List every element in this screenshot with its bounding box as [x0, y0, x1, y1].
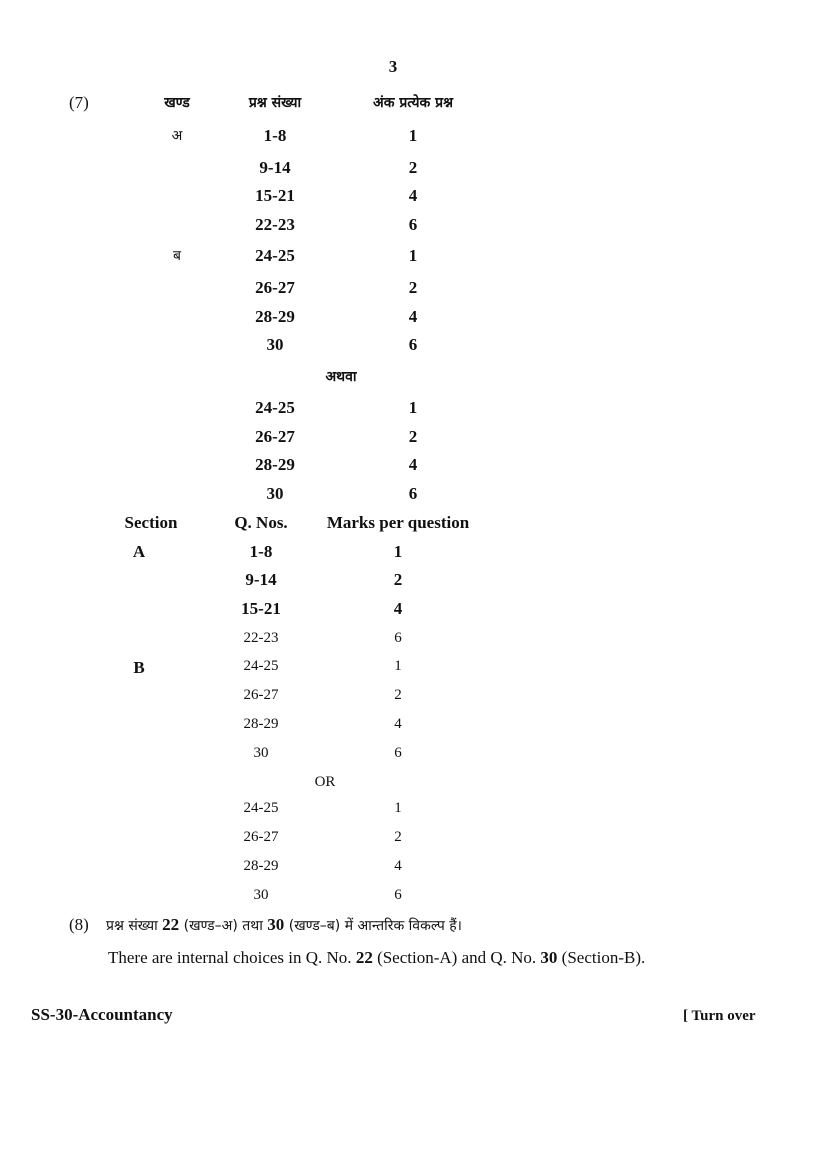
hindi-marks: 6: [408, 484, 418, 503]
hindi-qno: 22-23: [255, 215, 295, 234]
english-qno: 26-27: [243, 829, 279, 845]
hindi-or: अथवा: [325, 369, 357, 385]
hindi-qno: 26-27: [255, 278, 295, 297]
english-qno: 22-23: [243, 630, 279, 646]
english-qno: 30: [253, 745, 269, 761]
english-qno: 30: [253, 887, 269, 903]
item-8-english-text: There are internal choices in Q. No. 22 (Section-A) and Q. No. 30 (Section-B).: [108, 948, 646, 967]
english-qno: 28-29: [243, 716, 279, 732]
english-section-a: A: [132, 542, 146, 561]
hindi-marks: 6: [408, 335, 418, 354]
hindi-qno: 28-29: [255, 307, 295, 326]
hindi-marks: 1: [408, 246, 418, 265]
hindi-section-a: अ: [171, 128, 183, 144]
english-marks: 2: [393, 570, 403, 589]
hindi-marks: 4: [408, 455, 418, 474]
hindi-marks: 1: [408, 398, 418, 417]
item-8-number: (8): [69, 915, 89, 934]
hindi-qno: 30: [266, 484, 284, 503]
hindi-marks: 1: [408, 126, 418, 145]
english-marks: 4: [394, 858, 402, 874]
english-qno: 28-29: [243, 858, 279, 874]
hindi-header-section: खण्ड: [164, 95, 190, 111]
english-header-marks: Marks per question: [326, 513, 470, 532]
english-qno: 24-25: [243, 658, 279, 674]
english-marks: 1: [394, 800, 402, 816]
hindi-marks: 4: [408, 186, 418, 205]
english-marks: 2: [394, 829, 402, 845]
hindi-marks: 6: [408, 215, 418, 234]
english-marks: 6: [394, 630, 402, 646]
english-header-section: Section: [124, 513, 178, 532]
english-or: OR: [314, 774, 336, 790]
hindi-qno: 1-8: [263, 126, 287, 145]
english-qno: 15-21: [241, 599, 281, 618]
hindi-marks: 2: [408, 158, 418, 177]
footer-paper-code: SS-30-Accountancy: [31, 1005, 173, 1024]
item-7-number: (7): [69, 93, 89, 112]
english-marks: 6: [394, 745, 402, 761]
english-qno: 9-14: [245, 570, 277, 589]
hindi-marks: 2: [408, 278, 418, 297]
hindi-section-b: ब: [173, 248, 181, 264]
footer-turn-over: [ Turn over: [683, 1008, 756, 1024]
english-marks: 4: [394, 716, 402, 732]
hindi-header-qnos: प्रश्न संख्या: [248, 95, 302, 111]
hindi-qno: 30: [266, 335, 284, 354]
english-marks: 1: [394, 658, 402, 674]
english-marks: 1: [393, 542, 403, 561]
hindi-qno: 26-27: [255, 427, 295, 446]
english-section-b: B: [133, 658, 145, 677]
english-qno: 26-27: [243, 687, 279, 703]
hindi-qno: 15-21: [255, 186, 295, 205]
english-marks: 6: [394, 887, 402, 903]
english-header-qnos: Q. Nos.: [234, 513, 288, 532]
hindi-header-marks: अंक प्रत्येक प्रश्न: [373, 95, 453, 111]
hindi-qno: 9-14: [259, 158, 291, 177]
english-qno: 1-8: [249, 542, 273, 561]
hindi-qno: 24-25: [255, 398, 295, 417]
english-marks: 4: [393, 599, 403, 618]
hindi-qno: 24-25: [255, 246, 295, 265]
page-number: 3: [388, 57, 398, 76]
english-qno: 24-25: [243, 800, 279, 816]
item-8-hindi-text: प्रश्न संख्या 22 (खण्ड–अ) तथा 30 (खण्ड–ब) में आन्तरिक विकल्प हैं।: [106, 915, 462, 934]
hindi-marks: 4: [408, 307, 418, 326]
english-marks: 2: [394, 687, 402, 703]
hindi-marks: 2: [408, 427, 418, 446]
hindi-qno: 28-29: [255, 455, 295, 474]
